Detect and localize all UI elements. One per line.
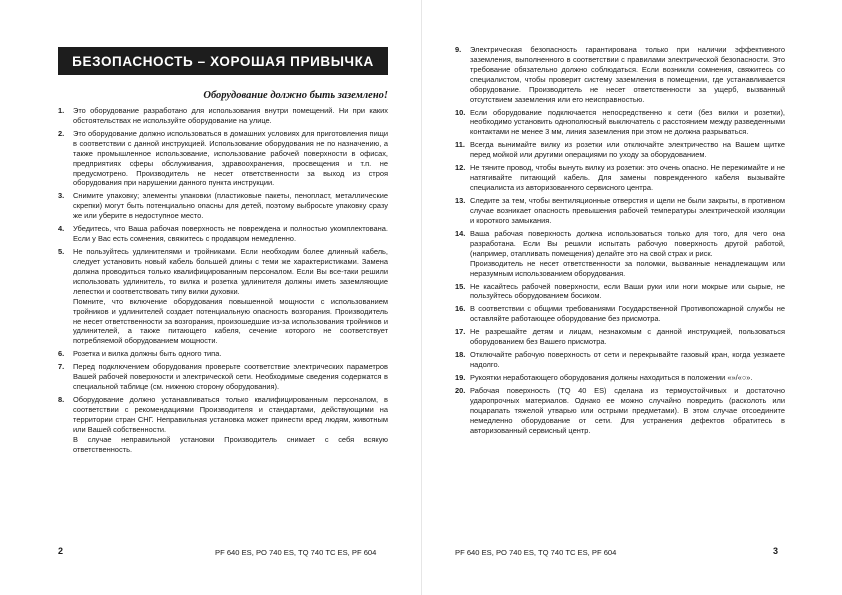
item-number: 11.	[455, 140, 465, 150]
section-title: БЕЗОПАСНОСТЬ – ХОРОШАЯ ПРИВЫЧКА	[58, 47, 388, 75]
safety-item	[58, 106, 388, 126]
item-text: Не тяните провод, чтобы вынуть вилку из розетки: это очень опасно. Не пережимайте и не натягивайте питающий кабель. Для замены поврежденного кабеля вызывайте специалиста из авторизованного сервисного центра.	[470, 163, 785, 193]
safety-item	[58, 224, 388, 244]
item-text: В соответствии с общими требованиями Государственной Противопожарной службы не оставляйте работающее оборудование без присмотра.	[470, 304, 785, 324]
safety-list-right	[455, 45, 785, 439]
item-text: Рукоятки неработающего оборудования должны находиться в положении «»/«○».	[470, 373, 753, 383]
safety-item	[455, 163, 785, 193]
item-number: 7.	[58, 362, 65, 372]
item-text: Убедитесь, что Ваша рабочая поверхность не повреждена и полностью укомплектована. Если у Вас есть сомнения, свяжитесь с продавцом немедленно.	[73, 224, 388, 244]
item-number: 8.	[58, 395, 65, 405]
item-number: 3.	[58, 191, 65, 201]
footer-models: PF 640 ES, PO 740 ES, TQ 740 TC ES, PF 604	[215, 548, 377, 557]
safety-item	[58, 362, 388, 392]
safety-item	[455, 304, 785, 324]
safety-item	[58, 395, 388, 454]
item-number: 6.	[58, 349, 65, 359]
item-number: 18.	[455, 350, 466, 360]
item-text: Рабочая поверхность (TQ 40 ES) сделана из термоустойчивых и достаточно ударопрочных материалов. Однако ее можно случайно повредить (расколоть или поцарапать тяжелой утварью или острыми предметами). В этом случае отсоедините немедленно оборудование от сети. Для устранения дефектов обратитесь в авторизованный сервисный центр.	[470, 386, 785, 435]
safety-item	[58, 129, 388, 188]
item-number: 16.	[455, 304, 466, 314]
item-number: 12.	[455, 163, 466, 173]
safety-item	[58, 349, 388, 359]
item-text: В случае неправильной установки Производитель снимает с себя всякую ответственность.	[73, 434, 388, 454]
item-number: 10.	[455, 107, 466, 117]
item-text: Следите за тем, чтобы вентиляционные отверстия и щели не были закрыты, в противном случае возникает опасность превышения рабочей температуры электрической изоляции и короткого замыкания.	[470, 196, 785, 225]
item-number: 4.	[58, 224, 65, 234]
right-page	[421, 0, 842, 595]
item-text: Если оборудование подключается непосредственно к сети (без вилки и розетки), необходимо установить однополюсный выключатель с расстоянием между разведенными контактами не менее 3 мм, линия заземления при этом не должна разрываться.	[470, 107, 785, 137]
item-number: 13.	[455, 196, 466, 206]
safety-item	[58, 247, 388, 346]
item-text: Оборудование должно устанавливаться только квалифицированным персоналом, в соответствии с рекомендациями Производителя и стандартами, действующими на территории стран СНГ. Неправильная установка может принести вред людям, животным или Вашей собственности.	[73, 395, 388, 434]
item-text: Электрическая безопасность гарантирована только при наличии эффективного заземления, выполненного в соответствии с правилами электрической безопасности. Это требование обязательно должно соблюдаться. Если возникли сомнения, свяжитесь со специалистом, чтобы проверит систему заземления в помещении, где устанавливается оборудование. Производитель не несет ответственности за ущерб, вызванный отсутствием заземления или его неисправностью.	[470, 45, 785, 104]
item-text: Розетка и вилка должны быть одного типа.	[73, 349, 222, 359]
item-number: 19.	[455, 373, 466, 383]
item-number: 17.	[455, 327, 466, 337]
item-number: 9.	[455, 45, 462, 54]
item-number: 5.	[58, 247, 65, 257]
item-text: Это оборудование разработано для использования внутри помещений. Ни при каких обстоятельствах не используйте оборудование на улице.	[73, 106, 388, 125]
item-number: 20.	[455, 386, 466, 396]
safety-item	[455, 45, 785, 104]
item-text: Ваша рабочая поверхность должна использоваться только для того, для чего она разработана. Если Вы решили испытать рабочую поверхность другой работой, (например, отапливать помещения) делайте это на свой страх и риск.	[470, 228, 785, 258]
grounding-warning: Оборудование должно быть заземлено!	[203, 90, 388, 101]
safety-list-left	[58, 106, 388, 458]
page-number: 2	[58, 546, 64, 556]
item-text: Отключайте рабочую поверхность от сети и перекрывайте газовый кран, когда уезжаете надолго.	[470, 350, 785, 370]
item-text: Всегда вынимайте вилку из розетки или отключайте электричество на Вашем щитке перед мойкой или другими операциями по уходу за оборудованием.	[470, 140, 785, 160]
page-number: 3	[773, 546, 779, 556]
safety-item	[455, 327, 785, 347]
item-number: 15.	[455, 281, 466, 291]
safety-item	[455, 350, 785, 370]
item-number: 2.	[58, 128, 65, 138]
item-number: 14.	[455, 228, 466, 238]
item-text: Снимите упаковку; элементы упаковки (пластиковые пакеты, пенопласт, металлические скрепки) могут быть потенциально опасны для детей, поэтому выбросьте упаковку сразу же или уберите в недоступное место.	[73, 191, 388, 221]
footer-models: PF 640 ES, PO 740 ES, TQ 740 TC ES, PF 604	[455, 548, 617, 557]
item-text: Не касайтесь рабочей поверхности, если Ваши руки или ноги мокрые или сырые, не пользуйтесь оборудованием босиком.	[470, 281, 785, 301]
safety-item	[455, 373, 785, 383]
item-text: Это оборудование должно использоваться в домашних условиях для приготовления пищи в соответствии с данной инструкцией. Использование оборудования не по назначению, а также промышленное использование, использование рабочей поверхности в офисах, предприятиях сферы обслуживания, здравоохранения, просвещения и т.п. не предусмотрено. Производитель не несет ответственности за выход из строя оборудования при нарушении данного пункта инструкции.	[73, 128, 388, 188]
item-text: Не разрешайте детям и лицам, незнакомым с данной инструкцией, пользоваться оборудованием без Вашего присмотра.	[470, 327, 785, 347]
safety-item	[455, 196, 785, 226]
item-text: Не пользуйтесь удлинителями и тройниками. Если необходим более длинный кабель, следует установить новый кабель большей длины с теми же характеристиками. Замена должна проводиться только квалифицированным персоналом. Если Вы все-таки решили использовать удлинитель, то вилка и розетка удлинителя должны иметь заземляющие лепестки и соответствовать типу вилки духовки.	[73, 247, 388, 296]
safety-item	[455, 229, 785, 279]
item-text: Производитель не несет ответственности за поломки, вызванные ненадлежащим или неразумным использованием оборудования.	[470, 258, 785, 278]
safety-item	[58, 191, 388, 221]
item-number: 1.	[58, 106, 65, 115]
safety-item	[455, 386, 785, 436]
safety-item	[455, 140, 785, 160]
item-text: Перед подключением оборудования проверьте соответствие электрических параметров Вашей рабочей поверхности и электрической сети. Необходимые сведения содержатся в специальной таблице (см. нижнюю сторону оборудования).	[73, 362, 388, 392]
safety-item	[455, 282, 785, 302]
item-text: Помните, что включение оборудования повышенной мощности с использованием тройников и удлинителей создает потенциальную опасность возгорания. Производитель не несет ответственности за возгорания, произошедшие из-за использования тройников и удлинителей, а также питающего кабеля, сечение которого не соответствует потребляемой оборудованием мощности.	[73, 296, 388, 346]
safety-item	[455, 108, 785, 138]
